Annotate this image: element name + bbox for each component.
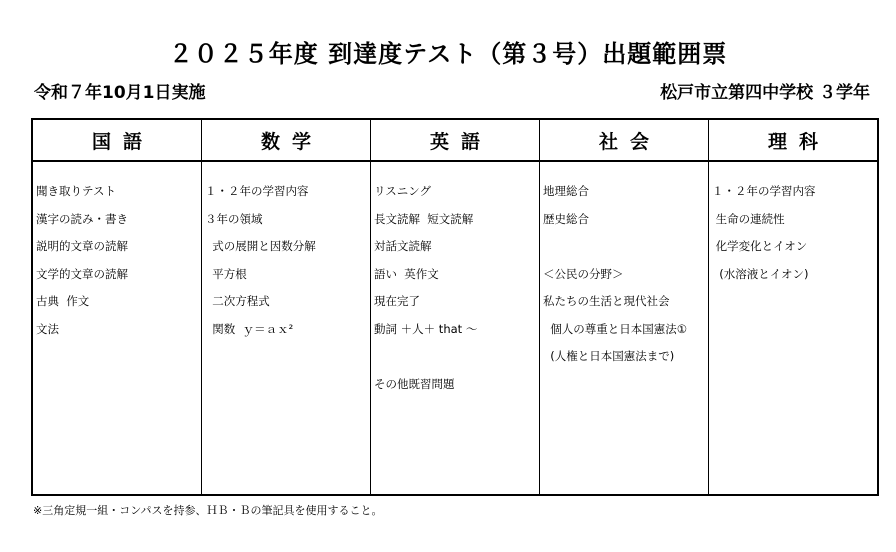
scope-table [31,118,879,496]
subject-items [371,162,539,404]
exam-date: 令和７年10月1日実施 [34,83,206,103]
subject-column-english [371,120,540,494]
subject-header: 英語 [371,120,539,162]
subject-items [202,162,370,349]
subject-items [540,162,708,377]
scope-item: リスニング [374,184,432,198]
scope-item: 聞き取りテスト [36,184,117,198]
scope-item: 語い 英作文 [374,266,439,281]
scope-item: 化学変化とイオン [712,239,808,253]
subject-items [33,162,201,349]
scope-item: ３年の領域 [205,211,263,226]
scope-item: 対話文読解 [374,239,432,253]
subject-column-math [202,120,371,494]
subject-column-science [709,120,877,494]
scope-item: 生命の連続性 [712,211,785,226]
subject-header: 数学 [202,120,370,162]
scope-item: 漢字の読み・書き [36,211,128,226]
scope-item: １・２年の学習内容 [205,184,309,198]
scope-item: 関数 ｙ＝ａｘ² [205,321,294,336]
scope-item [374,349,539,377]
subject-items [709,162,877,294]
scope-item [543,239,708,267]
scope-item: 二次方程式 [205,294,270,308]
scope-item: 説明的文章の読解 [36,239,128,253]
scope-item: 個人の尊重と日本国憲法① [543,321,688,336]
scope-item: 式の展開と因数分解 [205,239,316,253]
page-title: ２０２５年度 到達度テスト（第３号）出題範囲票 [168,40,728,68]
scope-item: 文法 [36,321,59,336]
scope-item: 歴史総合 [543,211,589,226]
scope-item: １・２年の学習内容 [712,184,816,198]
scope-item: 平方根 [205,266,247,281]
subject-header: 理科 [709,120,877,162]
school-grade: 松戸市立第四中学校 ３学年 [660,83,870,103]
scope-item: 文学的文章の読解 [36,266,128,281]
footnote: ※三角定規一組・コンパスを持参、ＨＢ・Ｂの筆記具を使用すること。 [33,504,383,517]
scope-item: (水溶液とイオン) [712,266,809,281]
subject-column-japanese [33,120,202,494]
scope-item: 現在完了 [374,294,420,308]
scope-item: その他既習問題 [374,376,455,391]
subject-header: 国語 [33,120,201,162]
scope-item: 動詞 ＋人＋ that ～ [374,321,478,336]
scope-item: 長文読解 短文読解 [374,211,474,226]
scope-item: ＜公民の分野＞ [543,266,624,281]
scope-item: 地理総合 [543,184,589,198]
scope-item: 古典 作文 [36,294,90,308]
subject-header: 社会 [540,120,708,162]
scope-item: (人権と日本国憲法まで) [543,349,675,363]
scope-item: 私たちの生活と現代社会 [543,294,670,308]
subject-column-social [540,120,709,494]
